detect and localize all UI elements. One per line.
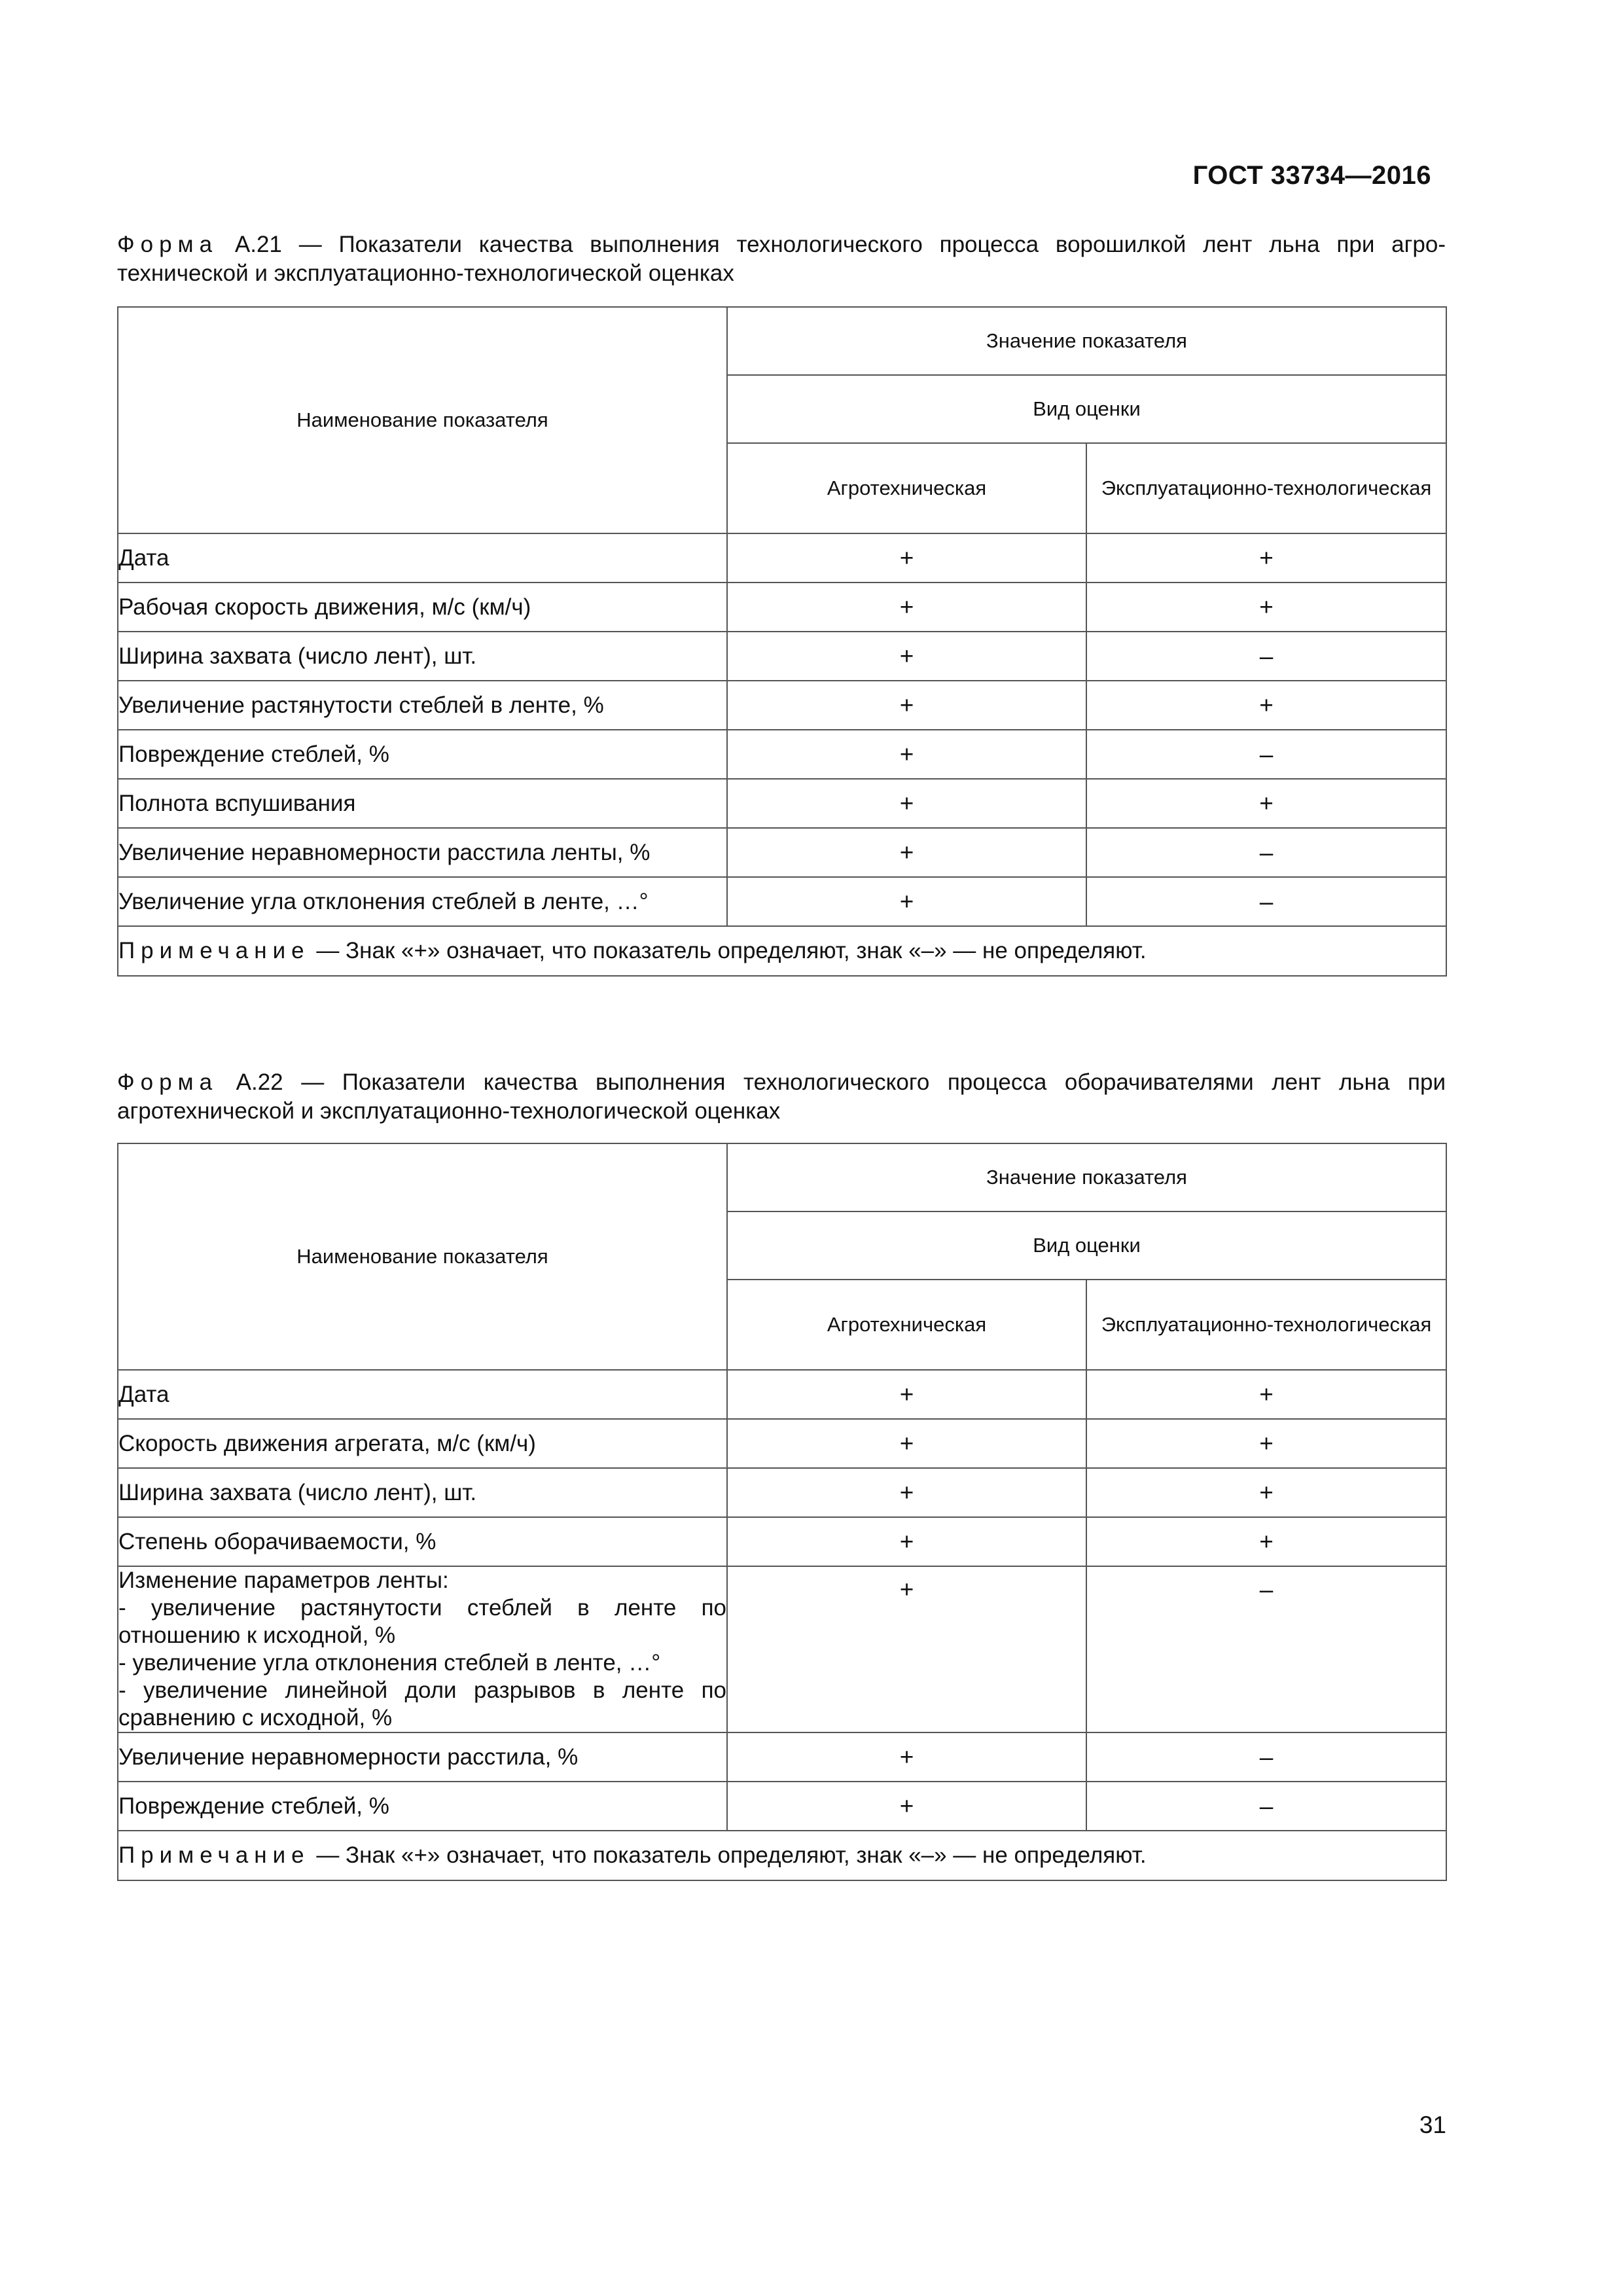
row-sub-item: - увеличение растянутости стеблей в ленте по отношению к исходной, % — [118, 1595, 726, 1648]
note-label: Примечание — [118, 1842, 310, 1868]
row-name: Полнота вспушивания — [118, 779, 727, 828]
row-name: Повреждение стеблей, % — [118, 1782, 727, 1831]
note-text: — Знак «+» означает, что показатель определяют, знак «–» — не определяют. — [310, 938, 1147, 963]
row-agro-value: + — [727, 730, 1086, 779]
row-agro-value: + — [727, 828, 1086, 877]
row-name: Степень оборачиваемости, % — [118, 1517, 727, 1566]
row-agro-value: + — [727, 1419, 1086, 1468]
row-name: Дата — [118, 533, 727, 583]
table-row — [118, 583, 1446, 632]
table-row — [118, 1468, 1446, 1517]
table-row-multiline — [118, 1566, 1446, 1732]
form-a22-caption-prefix: Форма — [117, 1069, 219, 1095]
header-indicator-name: Наименование показателя — [118, 307, 727, 533]
form-a22-table — [117, 1143, 1447, 1881]
table-row — [118, 1517, 1446, 1566]
form-a21-caption-prefix: Форма — [117, 232, 219, 257]
row-agro-value: + — [727, 877, 1086, 926]
table-row — [118, 632, 1446, 681]
row-agro-value: + — [727, 1370, 1086, 1419]
row-agro-value: + — [727, 681, 1086, 730]
form-a21-table — [117, 306, 1447, 977]
note-label: Примечание — [118, 938, 310, 963]
table-note — [118, 1831, 1446, 1880]
form-a21-caption-text: А.21 — Показатели качества выполнения технологического процесса ворошилкой лент льна при агро-технической и эксплуатационно-технологической оценках — [117, 232, 1446, 286]
header-operational: Эксплуатационно-технологическая — [1086, 443, 1446, 533]
note-text: — Знак «+» означает, что показатель определяют, знак «–» — не определяют. — [310, 1842, 1147, 1868]
row-name: Дата — [118, 1370, 727, 1419]
row-expl-value: + — [1086, 1419, 1446, 1468]
header-operational: Эксплуатационно-технологическая — [1086, 1280, 1446, 1370]
row-expl-value: + — [1086, 1517, 1446, 1566]
row-expl-value: + — [1086, 533, 1446, 583]
row-name: Повреждение стеблей, % — [118, 730, 727, 779]
form-a22-caption-text: А.22 — Показатели качества выполнения технологического процесса оборачивателями лент льна при агротехнической и эксплуатационно-технологической оценках — [117, 1069, 1446, 1124]
table-row — [118, 779, 1446, 828]
page-number: 31 — [1419, 2111, 1446, 2138]
table-row — [118, 828, 1446, 877]
table-row — [118, 1782, 1446, 1831]
row-expl-value: – — [1086, 632, 1446, 681]
row-sub-item: - увеличение линейной доли разрывов в ленте по сравнению с исходной, % — [118, 1677, 726, 1731]
row-expl-value: + — [1086, 1370, 1446, 1419]
row-agro-value: + — [727, 533, 1086, 583]
table-row — [118, 1419, 1446, 1468]
header-agrotechnical: Агротехническая — [727, 1280, 1086, 1370]
form-a22-caption — [117, 1068, 1446, 1126]
row-name: Увеличение угла отклонения стеблей в ленте, …° — [118, 877, 727, 926]
row-name — [118, 1566, 727, 1732]
row-expl-value: + — [1086, 583, 1446, 632]
form-a21-caption — [117, 230, 1446, 288]
row-expl-value: – — [1086, 1566, 1446, 1732]
header-indicator-name: Наименование показателя — [118, 1143, 727, 1370]
row-name: Скорость движения агрегата, м/с (км/ч) — [118, 1419, 727, 1468]
row-agro-value: + — [727, 583, 1086, 632]
row-expl-value: + — [1086, 1468, 1446, 1517]
document-code: ГОСТ 33734—2016 — [1192, 161, 1431, 190]
header-assessment-kind: Вид оценки — [727, 375, 1446, 443]
row-expl-value: + — [1086, 779, 1446, 828]
row-agro-value: + — [727, 1468, 1086, 1517]
row-sub-item: - увеличение угла отклонения стеблей в ленте, …° — [118, 1650, 661, 1676]
table-row — [118, 730, 1446, 779]
table-note-row — [118, 926, 1446, 976]
row-agro-value: + — [727, 1782, 1086, 1831]
row-agro-value: + — [727, 1732, 1086, 1782]
table-row — [118, 533, 1446, 583]
table-row — [118, 1370, 1446, 1419]
header-indicator-value: Значение показателя — [727, 307, 1446, 375]
row-expl-value: + — [1086, 681, 1446, 730]
row-agro-value: + — [727, 1566, 1086, 1732]
header-indicator-value: Значение показателя — [727, 1143, 1446, 1211]
table-row — [118, 1732, 1446, 1782]
row-agro-value: + — [727, 1517, 1086, 1566]
row-expl-value: – — [1086, 828, 1446, 877]
row-name: Ширина захвата (число лент), шт. — [118, 632, 727, 681]
row-title: Изменение параметров ленты: — [118, 1568, 449, 1593]
row-name: Увеличение растянутости стеблей в ленте, % — [118, 681, 727, 730]
row-name: Увеличение неравномерности расстила, % — [118, 1732, 727, 1782]
row-expl-value: – — [1086, 877, 1446, 926]
row-name: Увеличение неравномерности расстила ленты, % — [118, 828, 727, 877]
table-note — [118, 926, 1446, 976]
row-name: Рабочая скорость движения, м/с (км/ч) — [118, 583, 727, 632]
header-assessment-kind: Вид оценки — [727, 1211, 1446, 1280]
header-agrotechnical: Агротехническая — [727, 443, 1086, 533]
row-agro-value: + — [727, 632, 1086, 681]
row-expl-value: – — [1086, 1782, 1446, 1831]
row-agro-value: + — [727, 779, 1086, 828]
table-row — [118, 681, 1446, 730]
row-expl-value: – — [1086, 1732, 1446, 1782]
table-note-row — [118, 1831, 1446, 1880]
row-name: Ширина захвата (число лент), шт. — [118, 1468, 727, 1517]
table-row — [118, 877, 1446, 926]
row-expl-value: – — [1086, 730, 1446, 779]
